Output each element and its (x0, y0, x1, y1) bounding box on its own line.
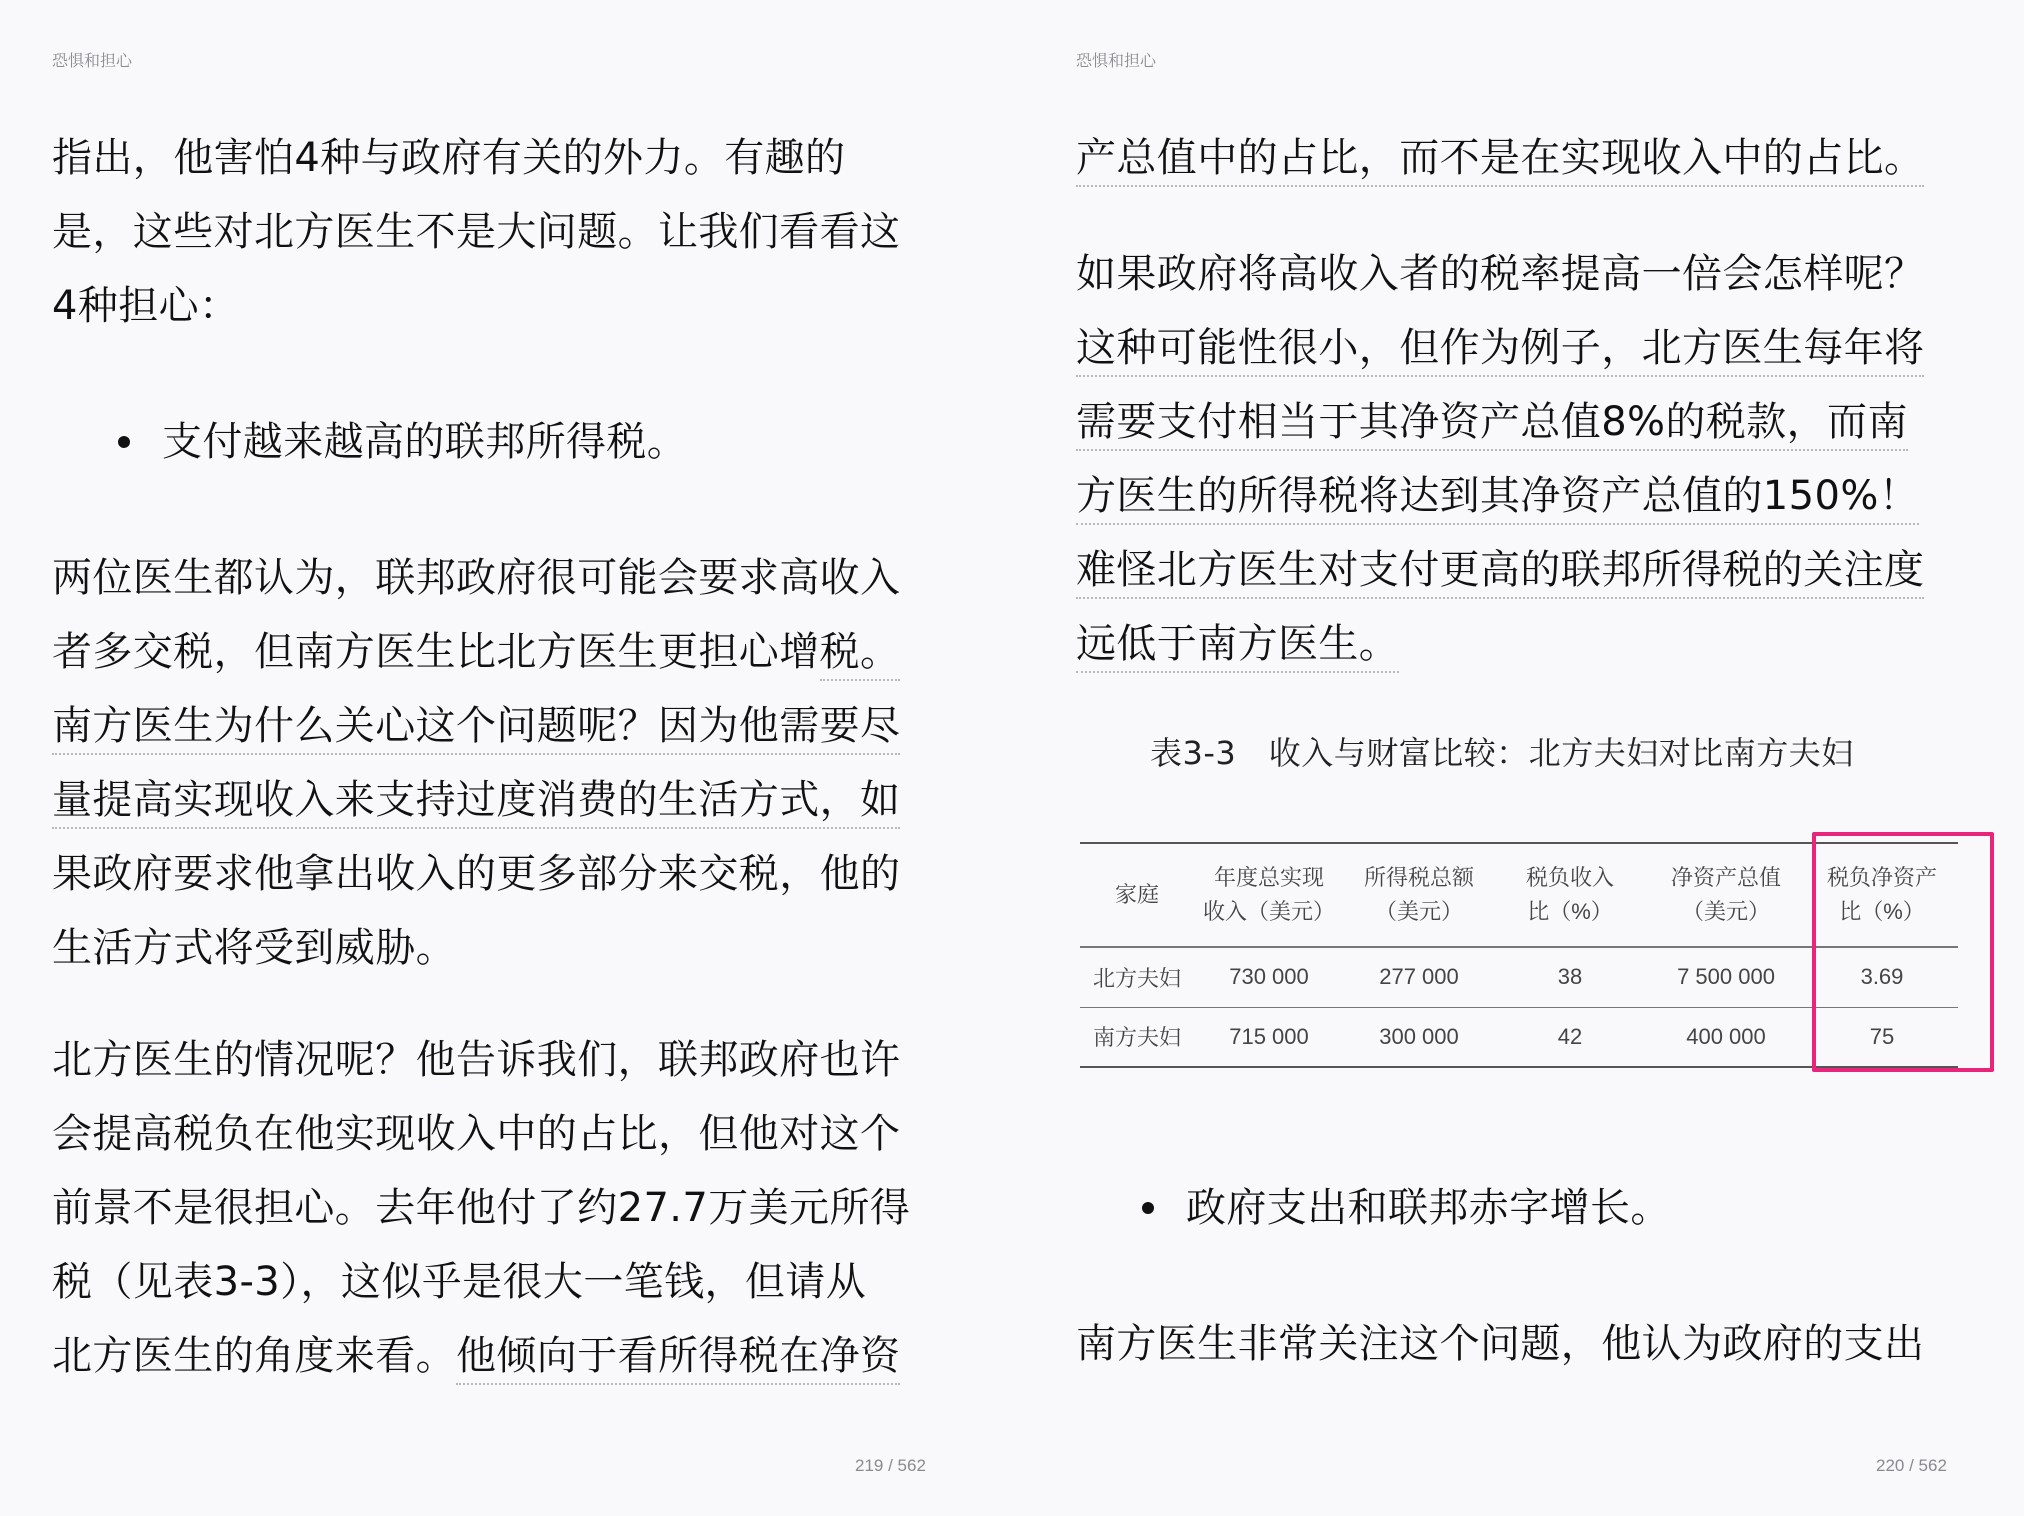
table-cell: 300 000 (1379, 1023, 1459, 1049)
text-line: 是，这些对北方医生不是大问题。让我们看看这 (52, 209, 901, 255)
bullet-item: 支付越来越高的联邦所得税。 (162, 419, 688, 465)
header-cell: 税负净资产 比（%） (1826, 865, 1937, 924)
bullet-item: 政府支出和联邦赤字增长。 (1186, 1185, 1671, 1231)
text-line: 如果政府将高收入者的税率提高一倍会怎样呢？ (1076, 251, 1925, 297)
underlined-span: 税。 (820, 629, 901, 681)
header-cell: 年度总实现 收入（美元） (1202, 865, 1335, 924)
table-cell: 715 000 (1229, 1023, 1309, 1049)
bullet-dot (1142, 1202, 1154, 1214)
text-line: 4种担心： (52, 283, 240, 329)
text-line: 北方医生的角度来看。他倾向于看所得税在净资 (52, 1332, 900, 1380)
table-cell: 730 000 (1229, 964, 1309, 990)
underlined-line: 量提高实现收入来支持过度消费的生活方式，如 (52, 776, 900, 824)
table-cell: 400 000 (1686, 1023, 1766, 1049)
table-cell: 7 500 000 (1677, 964, 1775, 990)
underlined-span: 他倾向于看所得税在净资 (456, 1333, 900, 1385)
highlight-box (1812, 832, 1994, 1072)
running-head: 恐惧和担心 (1076, 51, 1157, 70)
underlined-line: 难怪北方医生对支付更高的联邦所得税的关注度 (1076, 546, 1924, 594)
text-line: 税（见表3-3），这似乎是很大一笔钱，但请从 (52, 1259, 867, 1305)
text-line: 两位医生都认为，联邦政府很可能会要求高收入 (52, 555, 901, 601)
text-line: 前景不是很担心。去年他付了约27.7万美元所得 (52, 1185, 911, 1231)
text-line: 南方医生非常关注这个问题，他认为政府的支出 (1076, 1321, 1925, 1367)
table-cell: 南方夫妇 (1092, 1025, 1181, 1051)
page-number: 220 / 562 (1876, 1456, 1947, 1475)
text-line: 会提高税负在他实现收入中的占比，但他对这个 (52, 1111, 901, 1157)
header-cell: 税负收入 比（%） (1525, 865, 1614, 924)
table-cell: 北方夫妇 (1092, 965, 1181, 991)
underlined-line: 产总值中的占比，而不是在实现收入中的占比。 (1076, 134, 1924, 182)
table-cell: 277 000 (1379, 964, 1459, 990)
underlined-line: 方医生的所得税将达到其净资产总值的150%！ (1076, 472, 1919, 520)
page-number: 219 / 562 (855, 1456, 926, 1475)
table-cell: 38 (1557, 964, 1583, 990)
table-caption: 表3-3 收入与财富比较：北方夫妇对比南方夫妇 (1150, 734, 1854, 772)
bullet-dot (118, 436, 130, 448)
text-line: 果政府要求他拿出收入的更多部分来交税，他的 (52, 851, 901, 897)
table-cell: 42 (1557, 1023, 1583, 1049)
underlined-line: 需要支付相当于其净资产总值8%的税款，而南 (1076, 398, 1908, 446)
table-cell: 75 (1869, 1023, 1895, 1049)
text-line: 生活方式将受到威胁。 (52, 925, 456, 971)
text-line (52, 628, 900, 676)
header-cell: 所得税总额 （美元） (1363, 865, 1474, 924)
table-cell: 3.69 (1860, 964, 1904, 990)
underlined-line: 这种可能性很小，但作为例子，北方医生每年将 (1076, 324, 1924, 372)
text-span: 者多交税，但南方医生比北方医生更担心增 (52, 629, 820, 675)
text-line: 指出，他害怕4种与政府有关的外力。有趣的 (52, 135, 846, 181)
underlined-line: 南方医生为什么关心这个问题呢？因为他需要尽 (52, 702, 900, 750)
underlined-line: 远低于南方医生。 (1076, 620, 1399, 668)
text-line: 北方医生的情况呢？他告诉我们，联邦政府也许 (52, 1037, 901, 1083)
header-cell: 净资产总值 （美元） (1670, 865, 1781, 924)
header-cell: 家庭 (1114, 882, 1159, 907)
running-head: 恐惧和担心 (52, 51, 133, 70)
